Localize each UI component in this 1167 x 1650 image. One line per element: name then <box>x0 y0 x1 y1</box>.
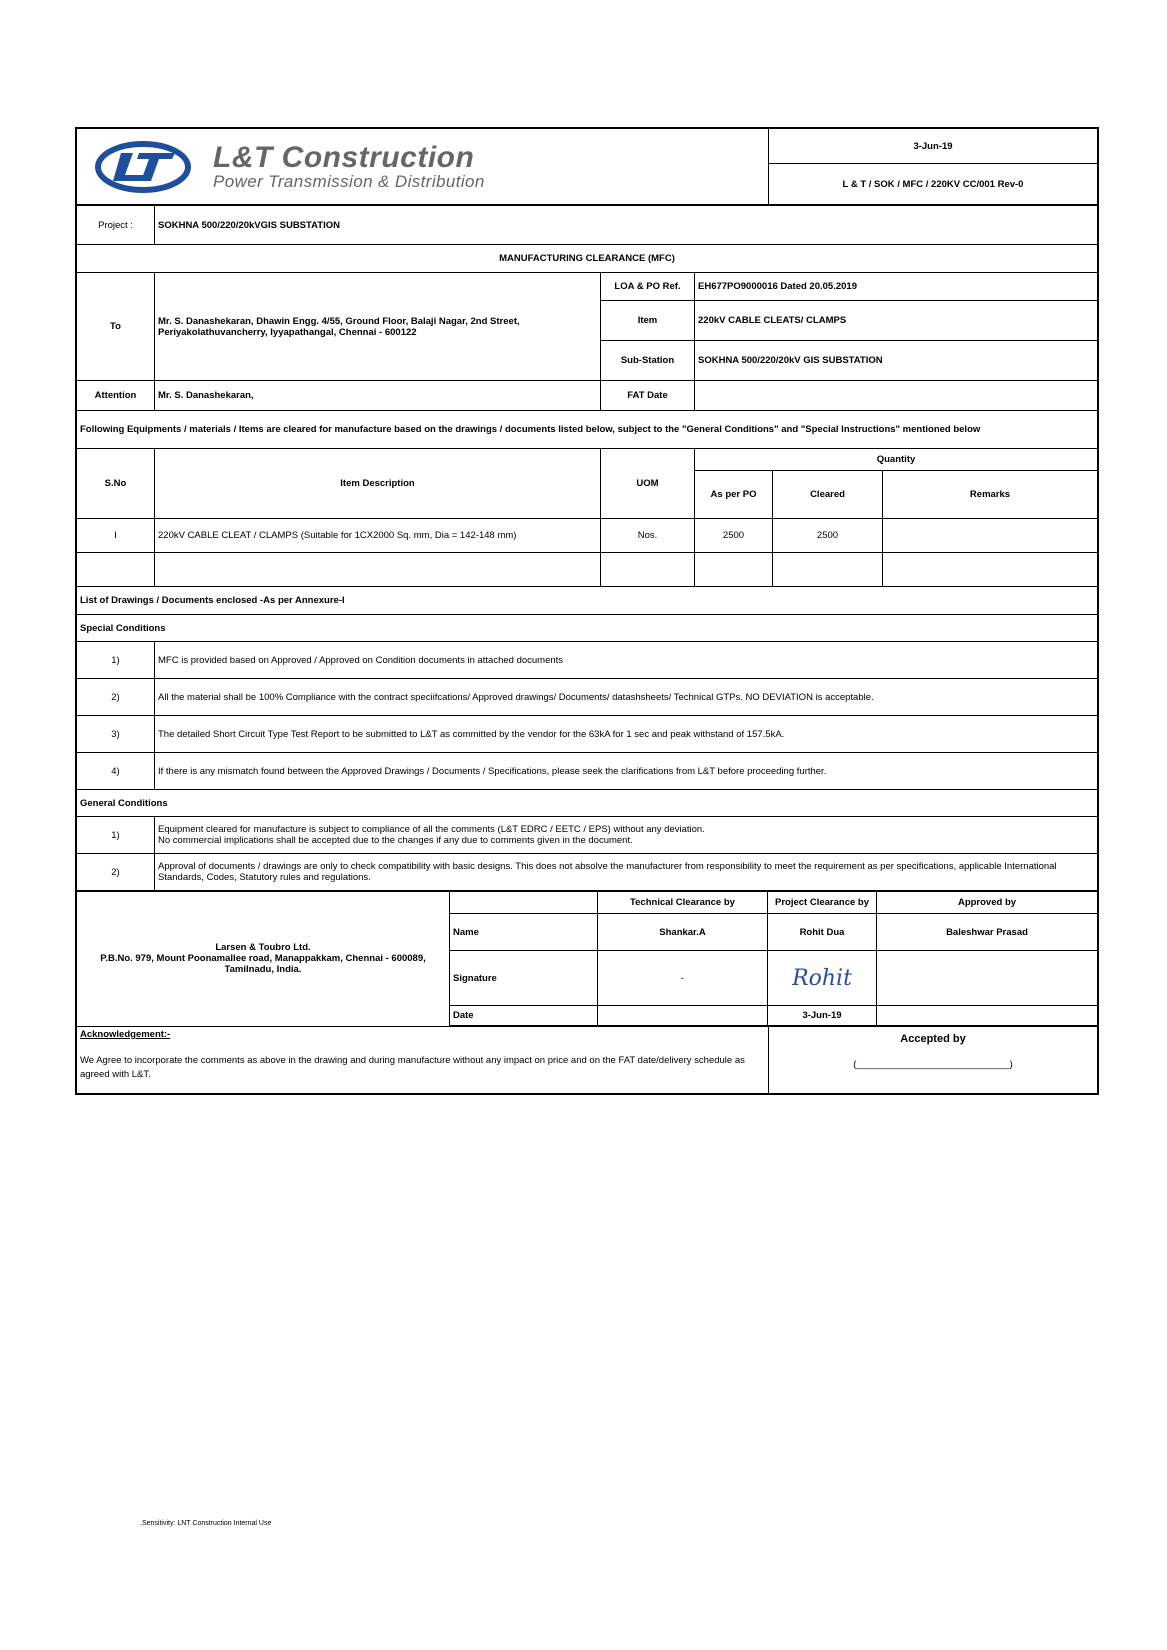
general-condition-row <box>77 854 1098 891</box>
condition-line: Approval of documents / drawings are only to check compatibility with basic designs. This does not absolve the manufacturer from responsibility to meet the requirement as per specifications, applicable International Standards, Codes, Statutory rules and regulations. <box>158 861 1057 883</box>
acknowledgement-table <box>76 1026 1098 1094</box>
logo-block <box>77 129 769 205</box>
special-condition-row <box>77 679 1098 716</box>
approved-signature <box>877 951 1098 1006</box>
project-date: 3-Jun-19 <box>768 1006 877 1026</box>
row-remarks <box>883 519 1098 553</box>
to-address: Mr. S. Danashekaran, Dhawin Engg. 4/55, Ground Floor, Balaji Nagar, 2nd Street, Periyakolathuvancherry, Iyyapathangal, Chennai - 600122 <box>155 273 601 381</box>
company-region: Tamilnadu, India. <box>224 964 302 976</box>
date-label: Date <box>450 1006 598 1026</box>
condition-text <box>155 854 1098 891</box>
col-sno: S.No <box>77 449 155 519</box>
general-condition-row <box>77 817 1098 854</box>
condition-line: Equipment cleared for manufacture is subject to compliance of all the comments (L&T EDRC / EETC / EPS) without any deviation. <box>158 824 705 835</box>
col-item-description: Item Description <box>155 449 601 519</box>
col-quantity: Quantity <box>695 449 1098 471</box>
substation-value: SOKHNA 500/220/20kV GIS SUBSTATION <box>695 341 1098 381</box>
col-remarks: Remarks <box>883 471 1098 519</box>
col-approved-by: Approved by <box>877 892 1098 914</box>
acknowledgement-heading: Acknowledgement:- <box>80 1029 171 1040</box>
brand-tagline: Power Transmission & Distribution <box>213 171 485 191</box>
signoff-table <box>76 891 1098 1026</box>
condition-number: 2) <box>77 679 155 716</box>
general-conditions-heading: General Conditions <box>77 790 1098 817</box>
clearance-note: Following Equipments / materials / Items are cleared for manufacture based on the drawings / documents listed below, subject to the "General Conditions" and "Special Instructions" mentioned below <box>77 411 1098 449</box>
signature-label: Signature <box>450 951 598 1006</box>
row-cleared: 2500 <box>773 519 883 553</box>
condition-text: All the material shall be 100% Compliance with the contract speciifcations/ Approved drawings/ Documents/ datashsheets/ Technical GTPs. NO DEVIATION is acceptable. <box>155 679 1098 716</box>
substation-label: Sub-Station <box>601 341 695 381</box>
approved-date <box>877 1006 1098 1026</box>
loa-label: LOA & PO Ref. <box>601 273 695 301</box>
project-label: Project : <box>77 206 155 245</box>
fat-date-label: FAT Date <box>601 381 695 411</box>
technical-signature: - <box>598 951 768 1006</box>
accepted-by-block <box>769 1027 1098 1094</box>
condition-number: 1) <box>77 817 155 854</box>
lt-logo-icon <box>95 141 191 193</box>
condition-number: 3) <box>77 716 155 753</box>
loa-value: EH677PO9000016 Dated 20.05.2019 <box>695 273 1098 301</box>
company-name: Larsen & Toubro Ltd. <box>215 942 311 954</box>
special-condition-row <box>77 716 1098 753</box>
fat-date-value <box>695 381 1098 411</box>
condition-text <box>155 817 1098 854</box>
col-project-clearance: Project Clearance by <box>768 892 877 914</box>
condition-number: 4) <box>77 753 155 790</box>
item-label: Item <box>601 301 695 341</box>
doc-title: MANUFACTURING CLEARANCE (MFC) <box>77 245 1098 273</box>
col-cleared: Cleared <box>773 471 883 519</box>
technical-name: Shankar.A <box>598 914 768 951</box>
technical-date <box>598 1006 768 1026</box>
acknowledgement-text: We Agree to incorporate the comments as above in the drawing and during manufacture without any impact on price and on the FAT date/delivery schedule as agreed with L&T. <box>80 1055 745 1080</box>
company-address: P.B.No. 979, Mount Poonamallee road, Manappakkam, Chennai - 600089, <box>100 953 426 965</box>
special-conditions-heading: Special Conditions <box>77 615 1098 642</box>
row-uom: Nos. <box>601 519 695 553</box>
header-date: 3-Jun-19 <box>769 129 1098 164</box>
doc-reference: L & T / SOK / MFC / 220KV CC/001 Rev-0 <box>769 164 1098 205</box>
project-name-signer: Rohit Dua <box>768 914 877 951</box>
row-sno: I <box>77 519 155 553</box>
attention-value: Mr. S. Danashekaran, <box>155 381 601 411</box>
brand-name: L&T Construction <box>213 140 475 174</box>
project-signature <box>768 951 877 1006</box>
header-table <box>76 128 1098 205</box>
condition-number: 1) <box>77 642 155 679</box>
acknowledgement-block <box>77 1027 769 1094</box>
col-as-per-po: As per PO <box>695 471 773 519</box>
attention-label: Attention <box>77 381 155 411</box>
approved-name: Baleshwar Prasad <box>877 914 1098 951</box>
condition-number: 2) <box>77 854 155 891</box>
company-block <box>77 892 450 1026</box>
col-technical-clearance: Technical Clearance by <box>598 892 768 914</box>
condition-text: If there is any mismatch found between the Approved Drawings / Documents / Specifications, please seek the clarifications from L&T before proceeding further. <box>155 753 1098 790</box>
handwritten-signature: Rohit <box>792 965 852 991</box>
project-name: SOKHNA 500/220/20kVGIS SUBSTATION <box>155 206 1098 245</box>
condition-line: No commercial implications shall be accepted due to the changes if any due to comments given in the document. <box>158 835 633 846</box>
col-uom: UOM <box>601 449 695 519</box>
to-label: To <box>77 273 155 381</box>
special-condition-row <box>77 642 1098 679</box>
table-row-empty <box>77 553 1098 587</box>
accepted-by-label: Accepted by <box>900 1033 966 1045</box>
row-as-per-po: 2500 <box>695 519 773 553</box>
table-row <box>77 519 1098 553</box>
condition-text: MFC is provided based on Approved / Approved on Condition documents in attached documents <box>155 642 1098 679</box>
item-value: 220kV CABLE CLEATS/ CLAMPS <box>695 301 1098 341</box>
special-condition-row <box>77 753 1098 790</box>
accepted-by-blank: (_____________________________) <box>853 1059 1013 1070</box>
drawings-note: List of Drawings / Documents enclosed -As per Annexure-I <box>77 587 1098 615</box>
body-table <box>76 205 1098 891</box>
footer-note: .Sensitivity: LNT Construction Internal Use <box>140 1520 272 1527</box>
row-description: 220kV CABLE CLEAT / CLAMPS (Suitable for 1CX2000 Sq. mm, Dia = 142-148 mm) <box>155 519 601 553</box>
name-label: Name <box>450 914 598 951</box>
condition-text: The detailed Short Circuit Type Test Report to be submitted to L&T as committed by the vendor for the 63kA for 1 sec and peak withstand of 157.5kA. <box>155 716 1098 753</box>
mfc-form <box>75 127 1099 1095</box>
